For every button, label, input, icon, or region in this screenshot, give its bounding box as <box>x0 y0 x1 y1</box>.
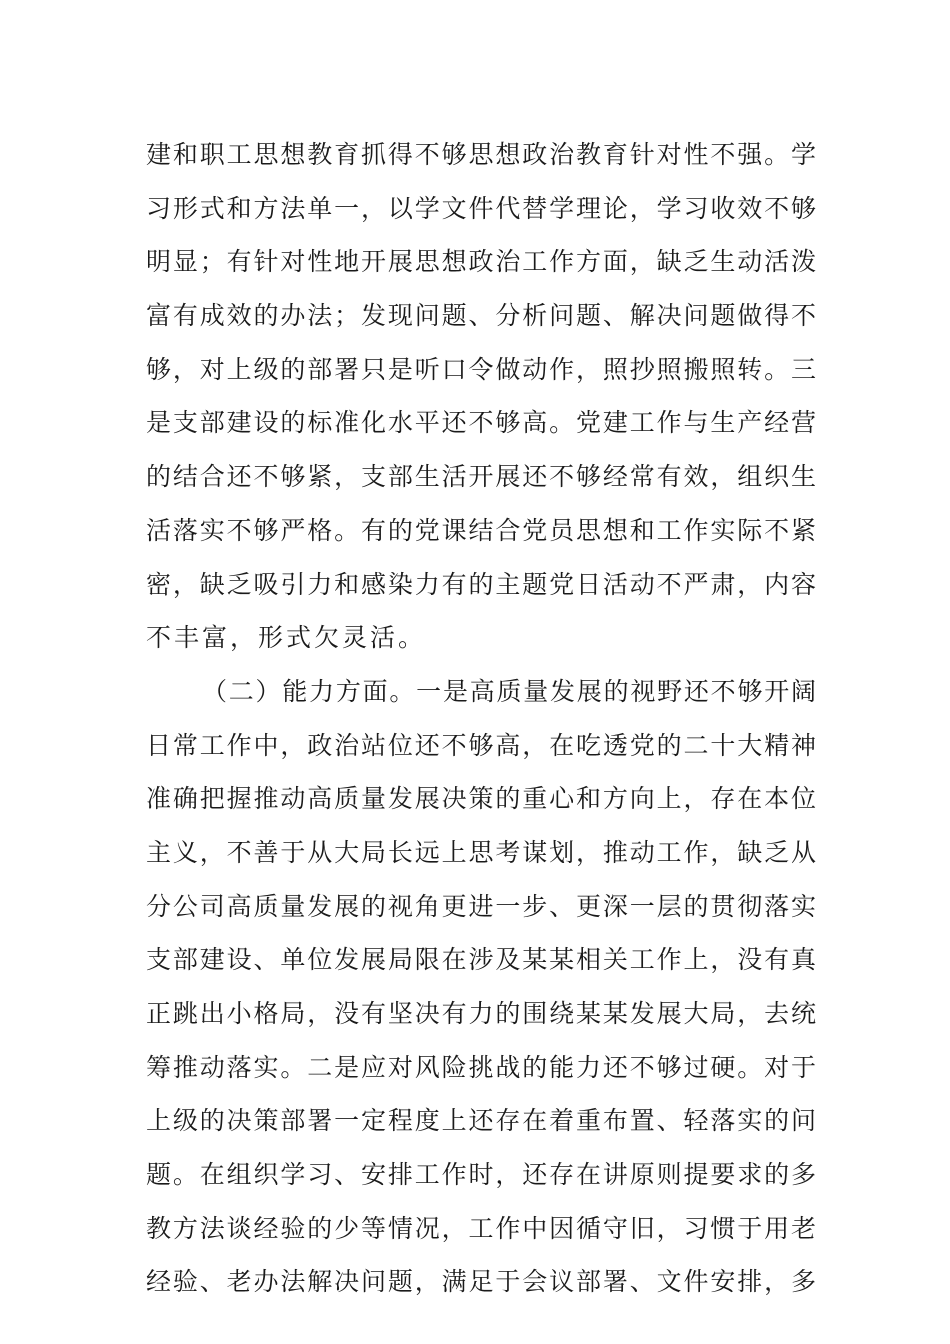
text-line: 是支部建设的标准化水平还不够高。党建工作与生产经营 <box>146 408 816 438</box>
paragraph-end-line: 不丰富，形式欠灵活。 <box>146 623 427 653</box>
text-line: 支部建设、单位发展局限在涉及某某相关工作上，没有真 <box>146 945 816 975</box>
text-line: 上级的决策部署一定程度上还存在着重布置、轻落实的问 <box>146 1106 816 1136</box>
text-line: 正跳出小格局，没有坚决有力的围绕某某发展大局，去统 <box>146 999 816 1028</box>
text-line: 明显；有针对性地开展思想政治工作方面，缺乏生动活泼 <box>146 247 816 277</box>
text-line: 富有成效的办法；发现问题、分析问题、解决问题做得不 <box>146 301 816 331</box>
text-line: 活落实不够严格。有的党课结合党员思想和工作实际不紧 <box>146 515 816 545</box>
text-line: 主义，不善于从大局长远上思考谋划，推动工作，缺乏从 <box>146 837 816 867</box>
text-line: 筹推动落实。二是应对风险挑战的能力还不够过硬。对于 <box>146 1052 816 1082</box>
body-text <box>146 128 816 1309</box>
text-line: 的结合还不够紧，支部生活开展还不够经常有效，组织生 <box>146 462 816 492</box>
text-line: 密，缺乏吸引力和感染力有的主题党日活动不严肃，内容 <box>146 569 816 599</box>
section-heading-line: （二）能力方面。一是高质量发展的视野还不够开阔 <box>202 676 816 706</box>
text-line: 题。在组织学习、安排工作时，还存在讲原则提要求的多 <box>146 1160 816 1190</box>
text-line: 教方法谈经验的少等情况，工作中因循守旧，习惯于用老 <box>146 1213 816 1243</box>
text-line: 建和职工思想教育抓得不够思想政治教育针对性不强。学 <box>146 140 816 169</box>
text-line: 经验、老办法解决问题，满足于会议部署、文件安排，多 <box>146 1267 816 1297</box>
text-line: 准确把握推动高质量发展决策的重心和方向上，存在本位 <box>146 784 816 814</box>
text-line: 日常工作中，政治站位还不够高，在吃透党的二十大精神 <box>146 730 816 760</box>
text-line: 分公司高质量发展的视角更进一步、更深一层的贯彻落实 <box>146 891 816 921</box>
text-line: 够，对上级的部署只是听口令做动作，照抄照搬照转。三 <box>146 354 816 384</box>
text-line: 习形式和方法单一，以学文件代替学理论，学习收效不够 <box>146 193 816 223</box>
